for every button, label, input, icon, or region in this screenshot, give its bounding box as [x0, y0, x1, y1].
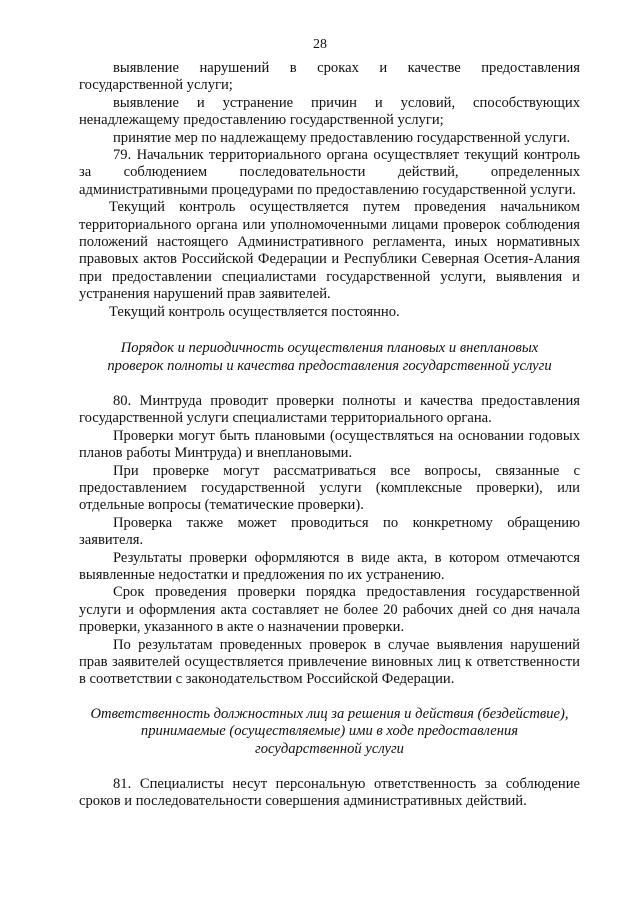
paragraph-elimination: выявление и устранение причин и условий, способствующих ненадлежащему предоставлению государственной услуги;	[79, 94, 580, 129]
heading-line: Порядок и периодичность осуществления плановых и внеплановых	[120, 340, 539, 357]
heading-line: Ответственность должностных лиц за решения и действия (бездействие),	[90, 705, 569, 722]
paragraph-current-control: Текущий контроль осуществляется путем проведения начальником территориального органа или уполномоченными лицами проверок соблюдения положений настоящего Административного регламента, иных нормативных правовых актов Российской Федерации и Республики Северная Осетия-Алания при предоставлении специалистами государственной услуги, выявления и устранения нарушений прав заявителей.	[79, 199, 580, 303]
page-number: 28	[313, 37, 327, 52]
paragraph-80: 80. Минтруда проводит проверки полноты и качества предоставления государственной услуги специалистами территориального органа.	[79, 392, 580, 427]
paragraph-inspection-questions: При проверке могут рассматриваться все вопросы, связанные с предоставлением государственной услуги (комплексные проверки), или отдельные вопросы (тематические проверки).	[79, 462, 580, 514]
paragraph-inspection-results: Результаты проверки оформляются в виде акта, в котором отмечаются выявленные недостатки и предложения по их устранению.	[79, 549, 580, 583]
paragraph-violations: выявление нарушений в сроках и качестве предоставления государственной услуги;	[79, 60, 580, 94]
section-heading-responsibility	[79, 706, 580, 758]
paragraph-applicant-request: Проверка также может проводиться по конкретному обращению заявителя.	[79, 514, 580, 549]
paragraph-planned-inspections: Проверки могут быть плановыми (осуществляться на основании годовых планов работы Минтруда) и внеплановыми.	[79, 427, 580, 462]
heading-line: проверок полноты и качества предоставления государственной услуги	[107, 357, 552, 374]
paragraph-79: 79. Начальник территориального органа осуществляет текущий контроль за соблюдением последовательности действий, определенных административными процедурами по предоставлению государственной услуги.	[79, 147, 580, 198]
spacer	[79, 375, 580, 393]
paragraph-measures: принятие мер по надлежащему предоставлению государственной услуги.	[113, 129, 571, 146]
spacer	[79, 321, 580, 340]
paragraph-81: 81. Специалисты несут персональную ответственность за соблюдение сроков и последовательности совершения административных действий.	[79, 776, 580, 810]
heading-line: государственной услуги	[255, 740, 404, 757]
section-heading-inspections	[79, 340, 580, 375]
document-body	[79, 60, 580, 811]
spacer	[79, 689, 580, 706]
paragraph-inspection-term: Срок проведения проверки порядка предоставления государственной услуги и оформления акта составляет не более 20 рабочих дней со дня начала проверки, указанного в акте о назначении проверки.	[79, 584, 580, 636]
heading-line: принимаемые (осуществляемые) ими в ходе предоставления	[140, 723, 519, 740]
paragraph-liability: По результатам проведенных проверок в случае выявления нарушений прав заявителей осуществляется привлечение виновных лиц к ответственности в соответствии с законодательством Российской Федерации.	[79, 636, 580, 688]
paragraph-constant-control: Текущий контроль осуществляется постоянно.	[109, 303, 400, 320]
spacer	[79, 758, 580, 776]
